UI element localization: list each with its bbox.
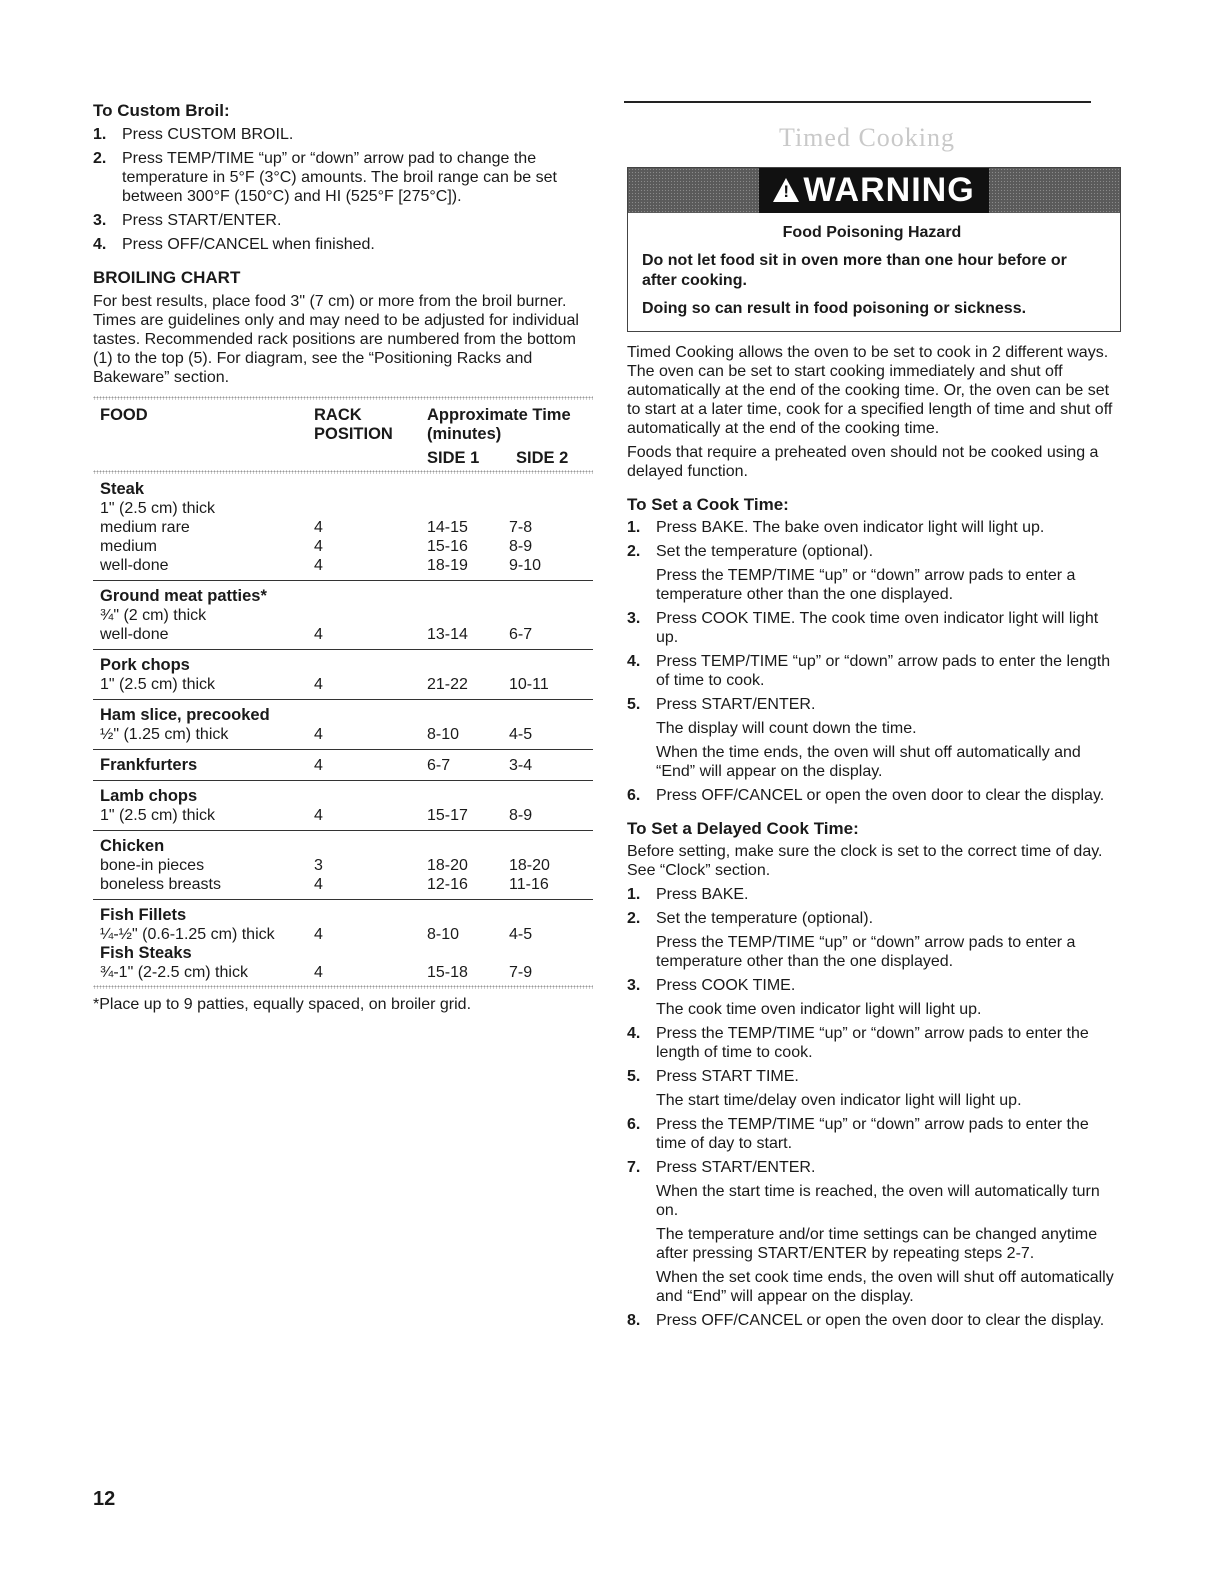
list-item: 8. Press OFF/CANCEL or open the oven door to clear the display. xyxy=(627,1311,1105,1329)
list-item: 1. Press BAKE. xyxy=(627,885,749,903)
warning-label xyxy=(759,168,988,213)
warning-word: WARNING xyxy=(803,170,975,209)
table-row: boneless breasts 4 12-16 11-16 xyxy=(100,876,549,893)
warning-line2: Doing so can result in food poisoning or sickness. xyxy=(642,299,1027,317)
broiling-chart-intro: For best results, place food 3" (7 cm) or more from the broil burner. Times are guidelines only and may need to be adjusted for individual tastes. Recommended rack positions are numbered from the bottom (1) to the top (5). For diagram, see the “Positioning Racks and Bakeware” section. xyxy=(93,293,579,386)
timed-para2: Foods that require a preheated oven should not be cooked using a delayed function. xyxy=(627,443,1099,480)
table-row: 1" (2.5 cm) thick 4 21-22 10-11 xyxy=(100,676,549,693)
list-item: 4. Press OFF/CANCEL when finished. xyxy=(93,236,375,253)
warning-line1: Do not let food sit in oven more than one hour before or after cooking. xyxy=(642,251,1067,289)
section-title: Timed Cooking xyxy=(778,122,956,152)
list-item: 1. Press BAKE. The bake oven indicator light will light up. xyxy=(627,518,1045,536)
table-row: medium rare 4 14-15 7-8 xyxy=(100,519,533,536)
warning-banner xyxy=(628,168,1120,213)
custom-broil-heading: To Custom Broil: xyxy=(93,101,230,120)
table-group-steak xyxy=(93,474,593,580)
header-minutes: (minutes) xyxy=(427,425,502,443)
section-top-rule xyxy=(624,101,1091,103)
table-row: well-done 4 18-19 9-10 xyxy=(100,557,542,574)
list-item: 7. Press START/ENTER. When the start time is reached, the oven will automatically turn on. The temperature and/or time settings can be changed anytime after pressing START/ENTER by repeating steps 2-7. When the set cook time ends, the oven will shut off automatically and “End” will appear on the display. xyxy=(627,1158,1114,1305)
delayed-heading: To Set a Delayed Cook Time: xyxy=(627,818,859,838)
table-row: 1" (2.5 cm) thick 4 15-17 8-9 xyxy=(100,807,533,824)
table-row: ¾" (2 cm) thick xyxy=(100,607,207,624)
broiling-chart-table xyxy=(93,396,593,989)
group-name: Fish Fillets xyxy=(100,906,187,924)
header-position: POSITION xyxy=(314,425,393,443)
delayed-steps xyxy=(627,885,1122,1330)
list-item: 5. Press START/ENTER. The display will count down the time. When the time ends, the oven will shut off automatically and “End” will appear on the display. xyxy=(627,695,1081,780)
table-row: ½" (1.25 cm) thick 4 8-10 4-5 xyxy=(100,726,533,743)
list-item: 3. Press COOK TIME. The cook time oven indicator light will light up. xyxy=(627,609,1099,646)
table-bottom-rule xyxy=(93,985,593,989)
table-header xyxy=(93,400,593,470)
cook-time-steps xyxy=(627,518,1117,805)
custom-broil-steps xyxy=(93,125,593,254)
table-row: medium 4 15-16 8-9 xyxy=(100,538,533,555)
delayed-intro: Before setting, make sure the clock is set to the correct time of day. See “Clock” section. xyxy=(627,842,1103,879)
list-item: 2. Set the temperature (optional). Press the TEMP/TIME “up” or “down” arrow pads to enter a temperature other than the one displayed. xyxy=(627,909,1076,970)
table-row: well-done 4 13-14 6-7 xyxy=(100,626,533,643)
header-rack: RACK xyxy=(314,406,362,424)
list-item: 3. Press COOK TIME. The cook time oven indicator light will light up. xyxy=(627,976,982,1018)
group-name: Steak xyxy=(100,480,145,498)
table-group-ground-meat xyxy=(93,580,593,649)
group-name: Pork chops xyxy=(100,656,190,674)
list-item: 6. Press the TEMP/TIME “up” or “down” arrow pads to enter the time of day to start. xyxy=(627,1115,1089,1152)
table-row: ¾-1" (2-2.5 cm) thick 4 15-18 7-9 xyxy=(100,964,533,981)
list-item: 4. Press the TEMP/TIME “up” or “down” arrow pads to enter the length of time to cook. xyxy=(627,1024,1089,1061)
header-food: FOOD xyxy=(100,406,148,424)
group-name: Fish Steaks xyxy=(100,944,192,962)
list-item: 2. Set the temperature (optional). Press the TEMP/TIME “up” or “down” arrow pads to enter a temperature other than the one displayed. xyxy=(627,542,1076,603)
warning-triangle-icon: ! xyxy=(773,178,799,202)
table-group-chicken xyxy=(93,830,593,899)
list-item: 2. Press TEMP/TIME “up” or “down” arrow pad to change the temperature in 5°F (3°C) amounts. The broil range can be set between 300°F (150°C) and HI (525°F [275°C]). xyxy=(93,150,557,205)
header-side1: SIDE 1 xyxy=(427,449,480,467)
group-name: Ground meat patties* xyxy=(100,587,267,605)
left-column xyxy=(93,0,593,1014)
list-item: 3. Press START/ENTER. xyxy=(93,212,282,229)
broiling-footnote: *Place up to 9 patties, equally spaced, on broiler grid. xyxy=(93,996,472,1013)
table-row: Frankfurters 4 6-7 3-4 xyxy=(100,756,533,774)
list-item: 1. Press CUSTOM BROIL. xyxy=(93,126,294,143)
broiling-chart-heading: BROILING CHART xyxy=(93,268,241,287)
table-group-fish xyxy=(93,899,593,985)
table-row: bone-in pieces 3 18-20 18-20 xyxy=(100,857,550,874)
list-item: 5. Press START TIME. The start time/delay oven indicator light will light up. xyxy=(627,1067,1022,1109)
timed-para1: Timed Cooking allows the oven to be set to cook in 2 different ways. The oven can be set to start cooking immediately and shut off automatically at the end of the cooking time. Or, the oven can be set to start at a later time, cook for a specified length of time and shut off automatically at the end of the cooking time. xyxy=(627,343,1113,437)
right-column xyxy=(627,0,1130,1335)
group-name: Ham slice, precooked xyxy=(100,706,270,724)
group-name: Lamb chops xyxy=(100,787,198,805)
table-row: ¼-½" (0.6-1.25 cm) thick 4 8-10 4-5 xyxy=(100,926,533,943)
warning-body xyxy=(628,213,1120,331)
table-group-lamb-chops xyxy=(93,780,593,830)
header-side2: SIDE 2 xyxy=(516,449,569,467)
page-number: 12 xyxy=(93,1488,116,1510)
table-group-frankfurters xyxy=(93,749,593,780)
list-item: 4. Press TEMP/TIME “up” or “down” arrow pads to enter the length of time to cook. xyxy=(627,652,1111,689)
header-approx-time: Approximate Time xyxy=(427,406,571,424)
table-row: 1" (2.5 cm) thick xyxy=(100,500,216,517)
group-name: Chicken xyxy=(100,837,165,855)
table-group-ham-slice xyxy=(93,699,593,749)
table-group-pork-chops xyxy=(93,649,593,699)
warning-box xyxy=(627,167,1121,332)
warning-hazard: Food Poisoning Hazard xyxy=(782,223,962,241)
list-item: 6. Press OFF/CANCEL or open the oven door to clear the display. xyxy=(627,786,1105,804)
cook-time-heading: To Set a Cook Time: xyxy=(627,494,789,514)
